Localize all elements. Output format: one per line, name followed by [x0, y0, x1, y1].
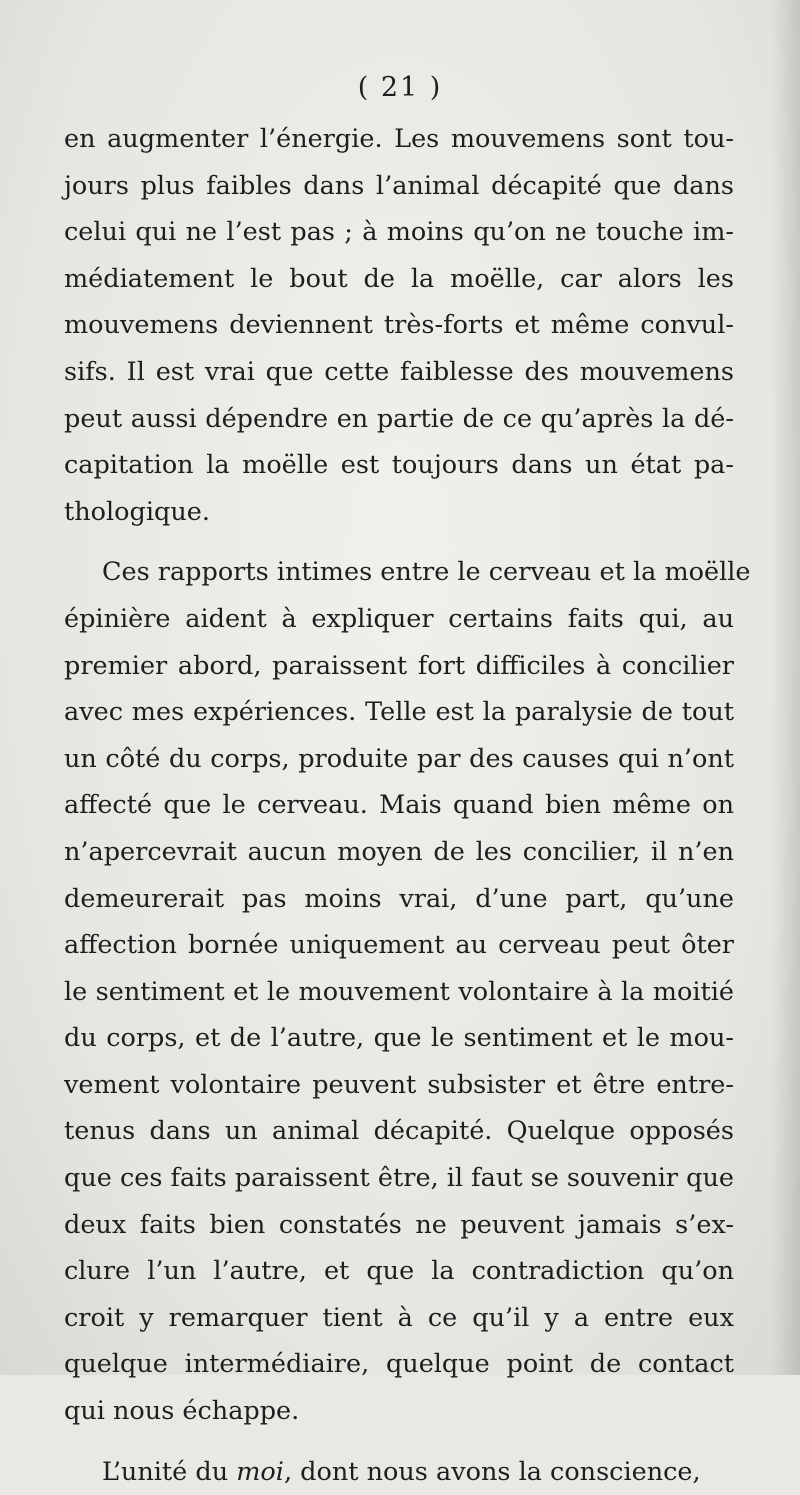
text-line: quelque intermédiaire, quelque point de contact: [64, 1349, 734, 1380]
text-line: épinière aident à expliquer certains faits qui, au: [64, 603, 734, 634]
text-line: jours plus faibles dans l’animal décapité que dans: [64, 170, 734, 201]
text-line: en augmenter l’énergie. Les mouvemens sont tou-: [64, 124, 734, 154]
text-line: du corps, et de l’autre, que le sentiment et le mou-: [64, 1023, 734, 1054]
paragraph-3: [64, 1449, 734, 1495]
text-line: avec mes expériences. Telle est la paralysie de tout: [64, 697, 734, 728]
text-line: sifs. Il est vrai que cette faiblesse des mouvemens: [64, 356, 734, 387]
text-line: mouvemens deviennent très-forts et même convul-: [64, 310, 734, 341]
text-line: premier abord, paraissent fort difficiles à concilier: [64, 650, 734, 681]
text-line: celui qui ne l’est pas ; à moins qu’on ne touche im-: [64, 217, 734, 248]
text-fragment: , dont nous avons la conscience,: [283, 1456, 701, 1487]
text-line: peut aussi dépendre en partie de ce qu’après la dé-: [64, 403, 734, 434]
text-line: demeurerait pas moins vrai, d’une part, qu’une: [64, 883, 734, 914]
page-text: [64, 116, 751, 1495]
text-line: n’apercevrait aucun moyen de les concilier, il n’en: [64, 836, 734, 867]
page-number: ( 21 ): [357, 72, 443, 103]
text-line: thologique.: [64, 496, 210, 527]
text-line: capitation la moëlle est toujours dans un état pa-: [64, 450, 734, 481]
text-line: le sentiment et le mouvement volontaire à la moitié: [64, 976, 734, 1007]
text-line: [64, 1449, 734, 1495]
text-line: deux faits bien constatés ne peuvent jamais s’ex-: [64, 1209, 734, 1240]
text-line: Ces rapports intimes entre le cerveau et la moëlle: [102, 557, 751, 588]
text-line: croit y remarquer tient à ce qu’il y a entre eux: [64, 1302, 734, 1333]
text-line: clure l’un l’autre, et que la contradiction qu’on: [64, 1256, 734, 1287]
page-edge-shadow: [772, 0, 800, 1375]
text-line: affecté que le cerveau. Mais quand bien même on: [64, 790, 734, 821]
text-line: tenus dans un animal décapité. Quelque opposés: [64, 1116, 734, 1147]
text-line: qui nous échappe.: [64, 1396, 300, 1427]
paragraph-1: [64, 116, 734, 535]
text-line: médiatement le bout de la moëlle, car alors les: [64, 263, 734, 294]
text-fragment: L’unité du: [102, 1456, 237, 1487]
paragraph-2: [64, 549, 751, 1434]
text-line: vement volontaire peuvent subsister et être entre-: [64, 1069, 734, 1100]
text-line: affection bornée uniquement au cerveau peut ôter: [64, 930, 734, 961]
italic-word: moi: [236, 1456, 284, 1487]
text-line: que ces faits paraissent être, il faut se souvenir que: [64, 1163, 734, 1194]
text-line: un côté du corps, produite par des causes qui n’ont: [64, 743, 734, 774]
